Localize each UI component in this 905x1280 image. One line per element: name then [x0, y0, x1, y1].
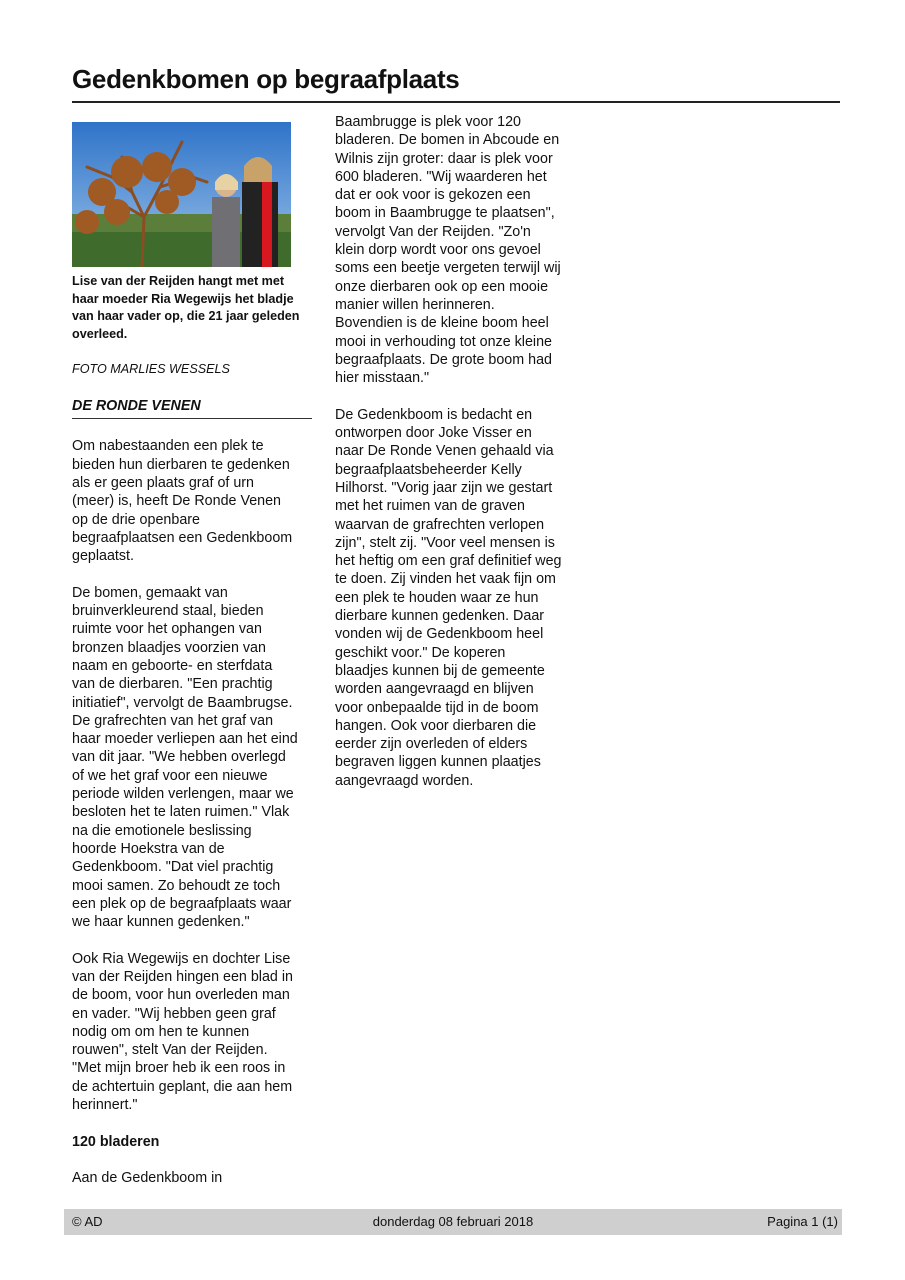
paragraph: Ook Ria Wegewijs en dochter Lise van der Reijden hingen een blad in de boom, voor hun overleden man en vader. "Wij hebben geen graf nodig om om hen te kunnen rouwen", stelt Van der Reijden. "Met mijn broer heb ik een roos in de achtertuin geplant, die aan hem herinnert."	[72, 950, 293, 1114]
section-label: DE RONDE VENEN	[72, 397, 312, 419]
title-divider	[72, 101, 840, 103]
paragraph: Om nabestaanden een plek te bieden hun dierbaren te gedenken als er geen plaats graf of urn (meer) is, heeft De Ronde Venen op de drie openbare begraafplaatsen een Gedenkboom geplaatst.	[72, 438, 293, 565]
photo-caption: Lise van der Reijden hangt met met haar moeder Ria Wegewijs het bladje van haar vader op, die 21 jaar geleden overleed.	[72, 274, 300, 341]
subheading: 120 bladeren	[72, 1133, 160, 1150]
paragraph: De Gedenkboom is bedacht en ontworpen door Joke Visser en naar De Ronde Venen gehaald via begraafplaatsbeheerder Kelly Hilhorst. "Vorig jaar zijn we gestart met het ruimen van de graven waarvan de grafrechten verlopen zijn", stelt zij. "Voor veel mensen is het heftig om een graf definitief weg te doen. Zij vinden het vaak fijn om een plek te houden waar ze hun dierbare kunnen gedenken. Daar vonden wij de Gedenkboom heel geschikt voor." De koperen blaadjes kunnen bij de gemeente worden aangevraagd en blijven voor onbepaalde tijd in de boom hangen. Ook voor dierbaren die eerder zijn overleden of elders begraven liggen kunnen plaatjes aangevraagd worden.	[335, 406, 562, 789]
left-column	[72, 122, 312, 1206]
paragraph: Aan de Gedenkboom in	[72, 1170, 223, 1187]
footer-source: © AD	[72, 1214, 103, 1229]
footer-date: donderdag 08 februari 2018	[372, 1214, 534, 1229]
article-title: Gedenkbomen op begraafplaats	[72, 64, 460, 94]
right-column	[335, 113, 580, 808]
photo-credit: FOTO MARLIES WESSELS	[72, 362, 230, 377]
paragraph: Baambrugge is plek voor 120 bladeren. De bomen in Abcoude en Wilnis zijn groter: daar is plek voor 600 bladeren. "Wij waarderen het dat er ook voor is gekozen een boom in Baambrugge te plaatsen", vervolgt Van der Reijden. "Zo'n klein dorp wordt voor ons gevoel soms een beetje vergeten terwijl wij onze dierbaren ook op een mooie manier willen herinneren. Bovendien is de kleine boom heel mooi in verhouding tot onze kleine begraafplaats. De grote boom had hier misstaan."	[335, 114, 561, 387]
paragraph: De bomen, gemaakt van bruinverkleurend staal, bieden ruimte voor het ophangen van bronzen blaadjes voorzien van naam en geboorte- en sterfdata van de dierbaren. "Een prachtig initiatief", vervolgt de Baambrugse. De grafrechten van het graf van haar moeder verliepen aan het eind van dit jaar. "We hebben overlegd of we het graf voor een nieuwe periode wilden verlengen, maar we besloten het te laten ruimen." Vlak na die emotionele beslissing hoorde Hoekstra van de Gedenkboom. "Dat viel prachtig mooi samen. Zo behoudt ze toch een plek op de begraafplaats waar we haar kunnen gedenken."	[72, 584, 298, 931]
article-photo	[72, 122, 291, 267]
footer-page-number: Pagina 1 (1)	[767, 1214, 838, 1229]
page-footer	[64, 1209, 842, 1235]
